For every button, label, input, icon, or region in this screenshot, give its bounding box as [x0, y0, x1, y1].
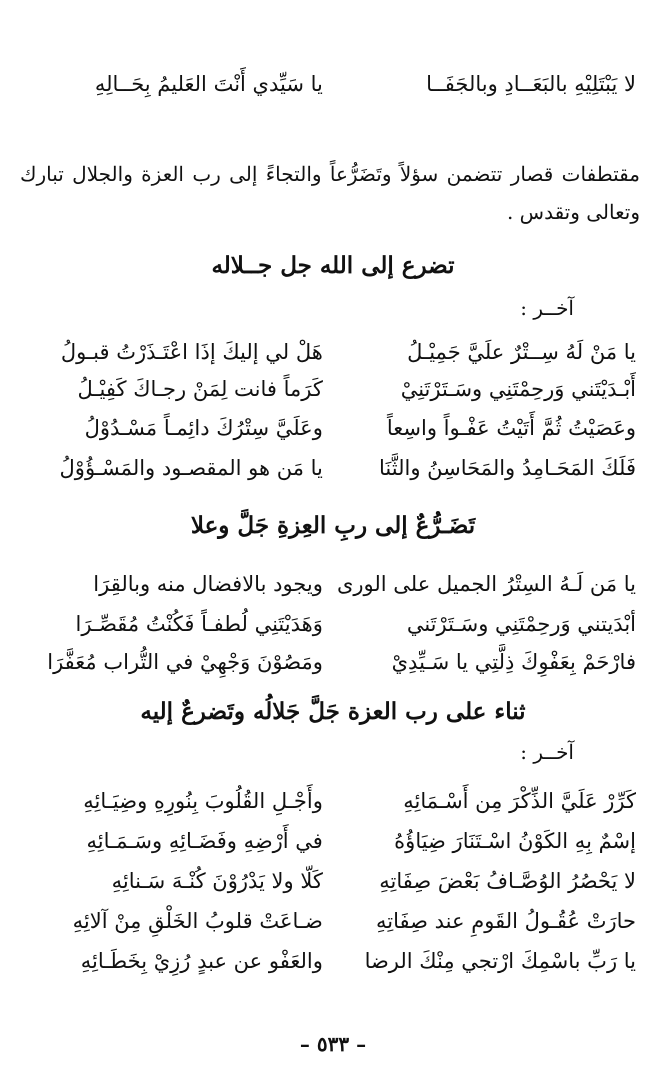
verse-text: كَرَماً فانت لِمَنْ رجـاكَ كَفِيْـلُ [77, 377, 323, 401]
verse-line [22, 410, 636, 446]
verse-text: أبْدَيتني وَرحِمْتَنِي وسَـتَرْتَني [406, 612, 636, 636]
verse-line [22, 823, 636, 859]
section-heading: تضرع إلى الله جل جــلاله [211, 252, 455, 279]
page-number: – ٥٣٣ – [299, 1032, 367, 1056]
verse-text: ويجود بالافضال منه وبالقِرَا [93, 572, 323, 596]
verse-text: في أَرْضِهِ وفَضَـائِهِ وسَـمَـائِهِ [86, 829, 323, 853]
verse-line [22, 450, 636, 486]
verse-hemistich-second [22, 644, 323, 680]
verse-hemistich-second [22, 66, 323, 102]
verse-hemistich-second [22, 450, 323, 486]
verse-text: هَلْ لي إليكَ إذَا اعْتَـذَرْتُ قبـولُ [60, 340, 323, 364]
verse-text: كَرِّرْ عَلَيَّ الذِّكْرَ مِن أَسْـمَائِهِ [403, 789, 636, 813]
verse-text: وعَلَيَّ سِتْرُكَ دائِمـاً مَسْـدُوْلُ [84, 416, 323, 440]
verse-hemistich-first [335, 823, 636, 859]
verse-hemistich-first [335, 783, 636, 819]
verse-line [22, 334, 636, 370]
verse-line [22, 566, 636, 602]
verse-hemistich-first [335, 334, 636, 370]
verse-text: يا رَبِّ باسْمِكَ ارْتجي مِنْكَ الرضا [364, 949, 636, 973]
verse-hemistich-second [22, 783, 323, 819]
verse-text: فَلَكَ المَحَـامِدُ والمَحَاسِنُ والثَّنَا [379, 456, 636, 480]
verse-line [22, 863, 636, 899]
verse-text: حارَتْ عُقُـولُ القَومِ عند صِفَاتِهِ [376, 909, 636, 933]
verse-hemistich-second [22, 903, 323, 939]
verse-hemistich-first [335, 66, 636, 102]
verse-text: إسْمٌ بِهِ الكَوْنُ اسْـتَنَارَ ضِيَاؤُهُ [394, 829, 636, 853]
verse-text: يا سَيِّدي أَنْتَ العَليمُ بِحَــالِهِ [94, 72, 323, 96]
verse-text: فارْحَمْ بِعَفْوِكَ ذِلَّتِي يا سَـيِّدِيْ [391, 650, 636, 674]
verse-text: وَهَدَيْتَنِي لُطفـاً فَكُنْتُ مُقَصِّـرَا [75, 612, 323, 636]
verse-text: أَبْـدَيْتَني وَرحِمْتَنِي وسَـتَرْتَنِيْ [400, 377, 636, 401]
section-label: آخــر : [520, 740, 574, 764]
section-heading: ثناء على رب العزة جَلَّ جَلالُه وتَضرعٌ إليه [140, 698, 526, 725]
verse-hemistich-first [335, 943, 636, 979]
verse-text: لا يَحْصُرُ الوُصَّـافُ بَعْضَ صِفَاتِهِ [379, 869, 636, 893]
verse-line [22, 943, 636, 979]
verse-text: لا يَبْتَلِيْهِ بالبَعَــادِ وبالجَفَــا [426, 72, 636, 96]
verse-hemistich-first [335, 606, 636, 642]
verse-hemistich-second [22, 823, 323, 859]
verse-hemistich-first [335, 450, 636, 486]
verse-line [22, 783, 636, 819]
verse-hemistich-first [335, 566, 636, 602]
verse-hemistich-second [22, 334, 323, 370]
section-label: آخــر : [520, 296, 574, 320]
verse-text: والعَفْو عن عبدٍ رُزِيْ بِخَطَـائِهِ [80, 949, 323, 973]
verse-hemistich-second [22, 410, 323, 446]
intro-paragraph: مقتطفات قصار تتضمن سؤلاً وتَضَرُّعاً والتجاءً إلى رب العزة والجلال تبارك وتعالى وتقدس . [20, 162, 640, 224]
top-verse [22, 66, 636, 102]
verse-text: يا مَنْ لَهُ سِــتْرٌ علَيَّ جَمِيْـلُ [407, 340, 636, 364]
verse-hemistich-first [335, 644, 636, 680]
verse-text: وأَجْـلِ القُلُوبَ بِنُورِهِ وضِيَـائِهِ [83, 789, 323, 813]
section-heading: تَضَـرُّعٌ إلى ربِ العِزةِ جَلَّ وعلا [190, 512, 476, 539]
verse-line [22, 606, 636, 642]
verse-hemistich-second [22, 371, 323, 407]
verse-hemistich-first [335, 903, 636, 939]
verse-text: يا مَن هو المقصـود والمَسْـؤُوْلُ [59, 456, 323, 480]
verse-line [22, 371, 636, 407]
verse-hemistich-second [22, 943, 323, 979]
verse-hemistich-first [335, 410, 636, 446]
verse-hemistich-second [22, 606, 323, 642]
verse-hemistich-second [22, 863, 323, 899]
verse-text: ومَصُوْنَ وَجْهِيْ في التُّراب مُعَفَّرَا [47, 650, 323, 674]
verse-line [22, 644, 636, 680]
verse-hemistich-first [335, 863, 636, 899]
verse-hemistich-second [22, 566, 323, 602]
verse-text: يا مَن لَـهُ السِتْرُ الجميل على الورى [336, 572, 636, 596]
verse-text: وعَصَيْتُ ثُمَّ أَتَيْتُ عَفْـواً واسِعاً [386, 416, 636, 440]
verse-text: ضـاعَتْ قلوبُ الخَلْقِ مِنْ آلائِهِ [72, 909, 323, 933]
verse-line [22, 903, 636, 939]
verse-text: كَلّا ولا يَدْرُوْنَ كُنْـهَ سَـنائِهِ [111, 869, 323, 893]
verse-hemistich-first [335, 371, 636, 407]
